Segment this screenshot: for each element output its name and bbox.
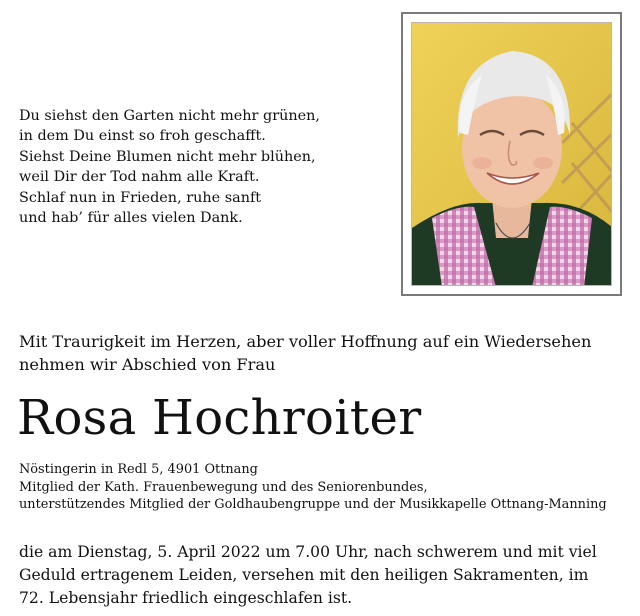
death-notice-line: die am Dienstag, 5. April 2022 um 7.00 Uhr, nach schwerem und mit viel: [19, 543, 597, 561]
intro-line: Mit Traurigkeit im Herzen, aber voller Hoffnung auf ein Wiedersehen: [19, 332, 592, 351]
death-notice: [19, 541, 629, 610]
poem-line: Schlaf nun in Frieden, ruhe sanft: [19, 189, 262, 206]
intro-text: [19, 330, 619, 376]
poem-line: weil Dir der Tod nahm alle Kraft.: [19, 169, 260, 186]
poem-line: und hab’ für alles vielen Dank.: [19, 210, 243, 227]
poem-line: Siehst Deine Blumen nicht mehr blühen,: [19, 148, 316, 165]
deceased-name: Rosa Hochroiter: [17, 390, 422, 446]
poem-line: Du siehst den Garten nicht mehr grünen,: [19, 108, 320, 124]
intro-line: nehmen wir Abschied von Frau: [19, 355, 276, 374]
detail-line: unterstützendes Mitglied der Goldhaubengruppe und der Musikkapelle Ottnang-Manning: [19, 497, 607, 512]
detail-line: Mitglied der Kath. Frauenbewegung und des Seniorenbundes,: [19, 479, 428, 495]
memorial-poem: [19, 106, 349, 228]
portrait-photo: [411, 22, 612, 286]
portrait-frame: [401, 12, 622, 296]
death-notice-line: 72. Lebensjahr friedlich eingeschlafen ist.: [19, 589, 353, 607]
deceased-details: [19, 461, 629, 514]
death-notice-line: Geduld ertragenem Leiden, versehen mit den heiligen Sakramenten, im: [19, 566, 589, 584]
poem-line: in dem Du einst so froh geschafft.: [19, 128, 266, 145]
detail-line: Nöstingerin in Redl 5, 4901 Ottnang: [19, 462, 258, 477]
portrait-illustration: [412, 23, 612, 286]
